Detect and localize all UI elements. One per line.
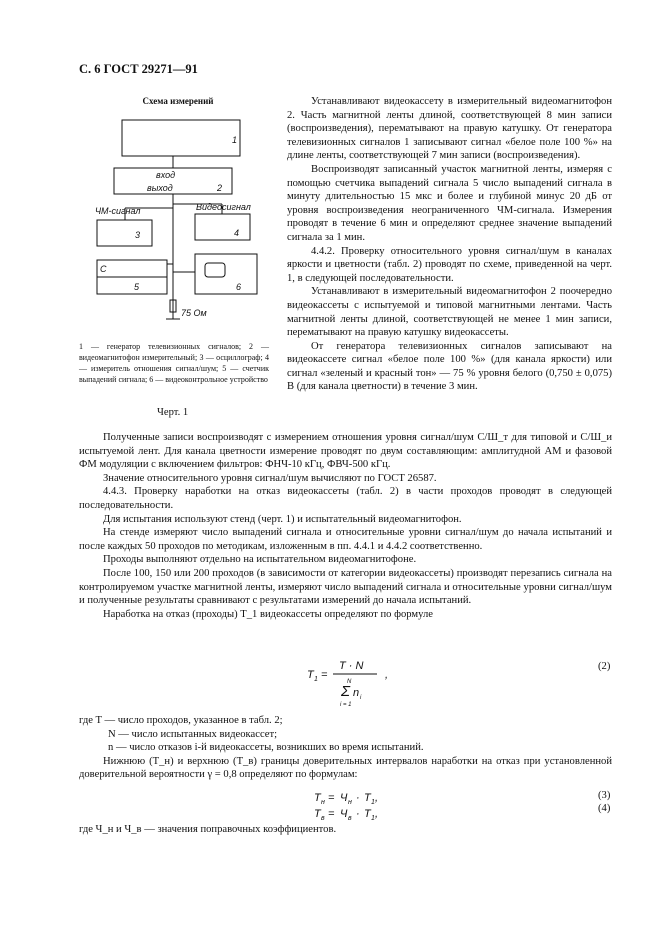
block-1-label: 1 — [232, 135, 238, 145]
paragraph: От генератора телевизионных сигналов записывают на видеокассете сигнал «белое поле 100 %» (для канала яркости) или сигнал «зеленый и красный тон» — 75 % уровня белого (0,750 ± 0,075) В (для канала цветности) в течение 3 мин. — [287, 340, 612, 393]
page-header: С. 6 ГОСТ 29271—91 — [79, 62, 198, 76]
video-signal-label: Видеосигнал — [196, 202, 251, 212]
paragraph: Для испытания используют стенд (черт. 1) и испытательный видеомагнитофон. — [103, 513, 462, 525]
paragraph: На стенде измеряют число выпадений сигнала и относительные уровни сигнал/шум до начала испытаний и после каждых 50 проходов по методикам, изложенным в пп. 4.4.1 и 4.4.2 соответственно. — [79, 527, 612, 552]
measurement-scheme-diagram — [92, 112, 277, 332]
svg-text:в: в — [348, 815, 352, 822]
noise-meter-block — [195, 214, 250, 240]
generator-block — [122, 120, 240, 156]
paragraph: Устанавливают видеокассету в измерительный видеомагнитофон 2. Часть магнитной ленты длиной, соответствующей 8 мин записи (воспроизведения), перематывают на правую катушку. От генератора телевизионных сигналов 1 записывают сигнал «белое поле 100 %» на длине ленты, соответствующей 7 мин записи (воспроизведения). — [287, 96, 612, 162]
svg-text:·: · — [356, 792, 360, 804]
paragraph: Значение относительного уровня сигнал/шум вычисляют по ГОСТ 26587. — [103, 472, 437, 484]
block-4-label: 4 — [234, 228, 240, 238]
video-monitor-block — [195, 254, 257, 294]
svg-text:T: T — [314, 808, 321, 820]
svg-text:1: 1 — [371, 799, 375, 806]
svg-text:,: , — [385, 669, 389, 681]
svg-text:1: 1 — [314, 676, 318, 683]
coefficient-note — [79, 823, 612, 837]
svg-text:Σ: Σ — [341, 683, 350, 700]
where-line: n — число отказов i-й видеокассеты, возникших во время испытаний. — [108, 742, 424, 754]
paragraph: 4.4.3. Проверку наработки на отказ видеокассеты (табл. 2) в части проходов проводят в следующей последовательности. — [79, 486, 612, 511]
block-3-label: 3 — [135, 230, 141, 240]
svg-text:н: н — [321, 799, 325, 806]
block-2-label: 2 — [217, 183, 223, 193]
svg-text:N: N — [347, 679, 352, 685]
svg-text:н: н — [348, 799, 352, 806]
figure-label: Черт. 1 — [157, 407, 189, 418]
svg-text:T: T — [314, 792, 321, 804]
fm-signal-label: ЧМ-сигнал — [95, 206, 141, 216]
block-5-c-label: С — [100, 264, 107, 274]
formula-2 — [305, 656, 395, 708]
svg-text:,: , — [375, 792, 379, 804]
equation-number: (3) — [598, 790, 611, 801]
paragraph: Наработка на отказ (проходы) T_1 видеокассеты определяют по формуле — [103, 608, 433, 620]
paragraph: Нижнюю (T_н) и верхнюю (T_в) границы доверительных интервалов наработки на отказ при установленной доверительной вероятности γ = 0,8 определяют по формулам: — [79, 755, 612, 781]
where-line: N — число испытанных видеокассет; — [108, 728, 278, 740]
svg-text:Ч: Ч — [340, 808, 348, 820]
svg-text:1: 1 — [371, 815, 375, 822]
paragraph: Проходы выполняют отдельно на испытательном видеомагнитофоне. — [103, 554, 417, 566]
svg-text:i: i — [360, 695, 362, 701]
svg-text:T: T — [307, 669, 314, 681]
resistor-label: 75 Ом — [181, 308, 207, 318]
paragraph: После 100, 150 или 200 проходов (в зависимости от категории видеокассеты) производят перезапись сигнала на контролируемом участке магнитной ленты, измеряют число выпадений сигнала и относительные уровни сигнал/шум и полученные результаты сравнивают с результатами измерений до начала испытаний. — [79, 567, 612, 607]
paragraph: 4.4.2. Проверку относительного уровня сигнал/шум в каналах яркости и цветности (табл. 2) проводят по схеме, приведенной на черт. 1, в следующей последовательности. — [287, 245, 612, 284]
equation-number: (4) — [598, 803, 611, 814]
svg-text:·: · — [356, 808, 360, 820]
paragraph: Полученные записи воспроизводят с измерением отношения уровня сигнал/шум С/Ш_т для типовой и С/Ш_и испытуемой лент. Для канала цветности измерение проводят по двум составляющим: амплитудной АМ и фазовой ФМ модуляции с включением фильтров: ФНЧ-10 кГц, ФВЧ-500 кГц. — [79, 432, 612, 471]
main-text — [79, 431, 612, 621]
block-5-label: 5 — [134, 282, 140, 292]
svg-text:T: T — [364, 808, 371, 820]
paragraph: Устанавливают в измерительный видеомагнитофон 2 поочередно видеокассеты с испытуемой и типовой магнитными лентами. Часть магнитной ленты длиной, соответствующей не менее 1 мин записи, перематывают на правую катушку видеокассеты. — [287, 286, 612, 339]
svg-text:T · N: T · N — [339, 660, 364, 672]
formulas-3-4 — [312, 789, 422, 823]
where-line: где Ч_н и Ч_в — значения поправочных коэффициентов. — [79, 824, 337, 835]
svg-text:i = 1: i = 1 — [340, 702, 352, 708]
vcr-input-label: вход — [156, 170, 176, 180]
svg-text:T: T — [364, 792, 371, 804]
scheme-title: Схема измерений — [142, 96, 214, 106]
oscilloscope-block — [97, 220, 152, 246]
where-line: где T — число проходов, указанное в табл. 2; — [79, 715, 283, 726]
svg-text:n: n — [353, 687, 360, 699]
right-column — [287, 95, 612, 394]
svg-text:=: = — [328, 808, 335, 820]
block-6-label: 6 — [236, 282, 242, 292]
svg-text:=: = — [321, 669, 328, 681]
svg-text:Ч: Ч — [340, 792, 348, 804]
paragraph: Воспроизводят записанный участок магнитной ленты, измеряя с помощью счетчика выпадений сигнала 5 число выпадений сигнала в минуту длительностью 15 мкс и более и глубиной минус 20 дБ от уровня воспроизведения неограниченного ЧМ-сигнала. Измерения проводят в течение 6 мин и определяют среднее значение выпадений сигнала за 1 мин. — [287, 163, 612, 243]
vcr-output-label: выход — [147, 183, 173, 193]
figure-caption: 1 — генератор телевизионных сигналов; 2 — видеомагнитофон измерительный; 3 — осциллограф; 4 — измеритель отношения сигнал/шум; 5 — счетчик выпадений сигнала; 6 — видеоконтрольное устройство — [79, 342, 269, 384]
equation-number: (2) — [598, 661, 611, 672]
svg-text:=: = — [328, 792, 335, 804]
svg-text:в: в — [321, 815, 325, 822]
where-list — [79, 714, 612, 782]
svg-text:,: , — [375, 808, 379, 820]
